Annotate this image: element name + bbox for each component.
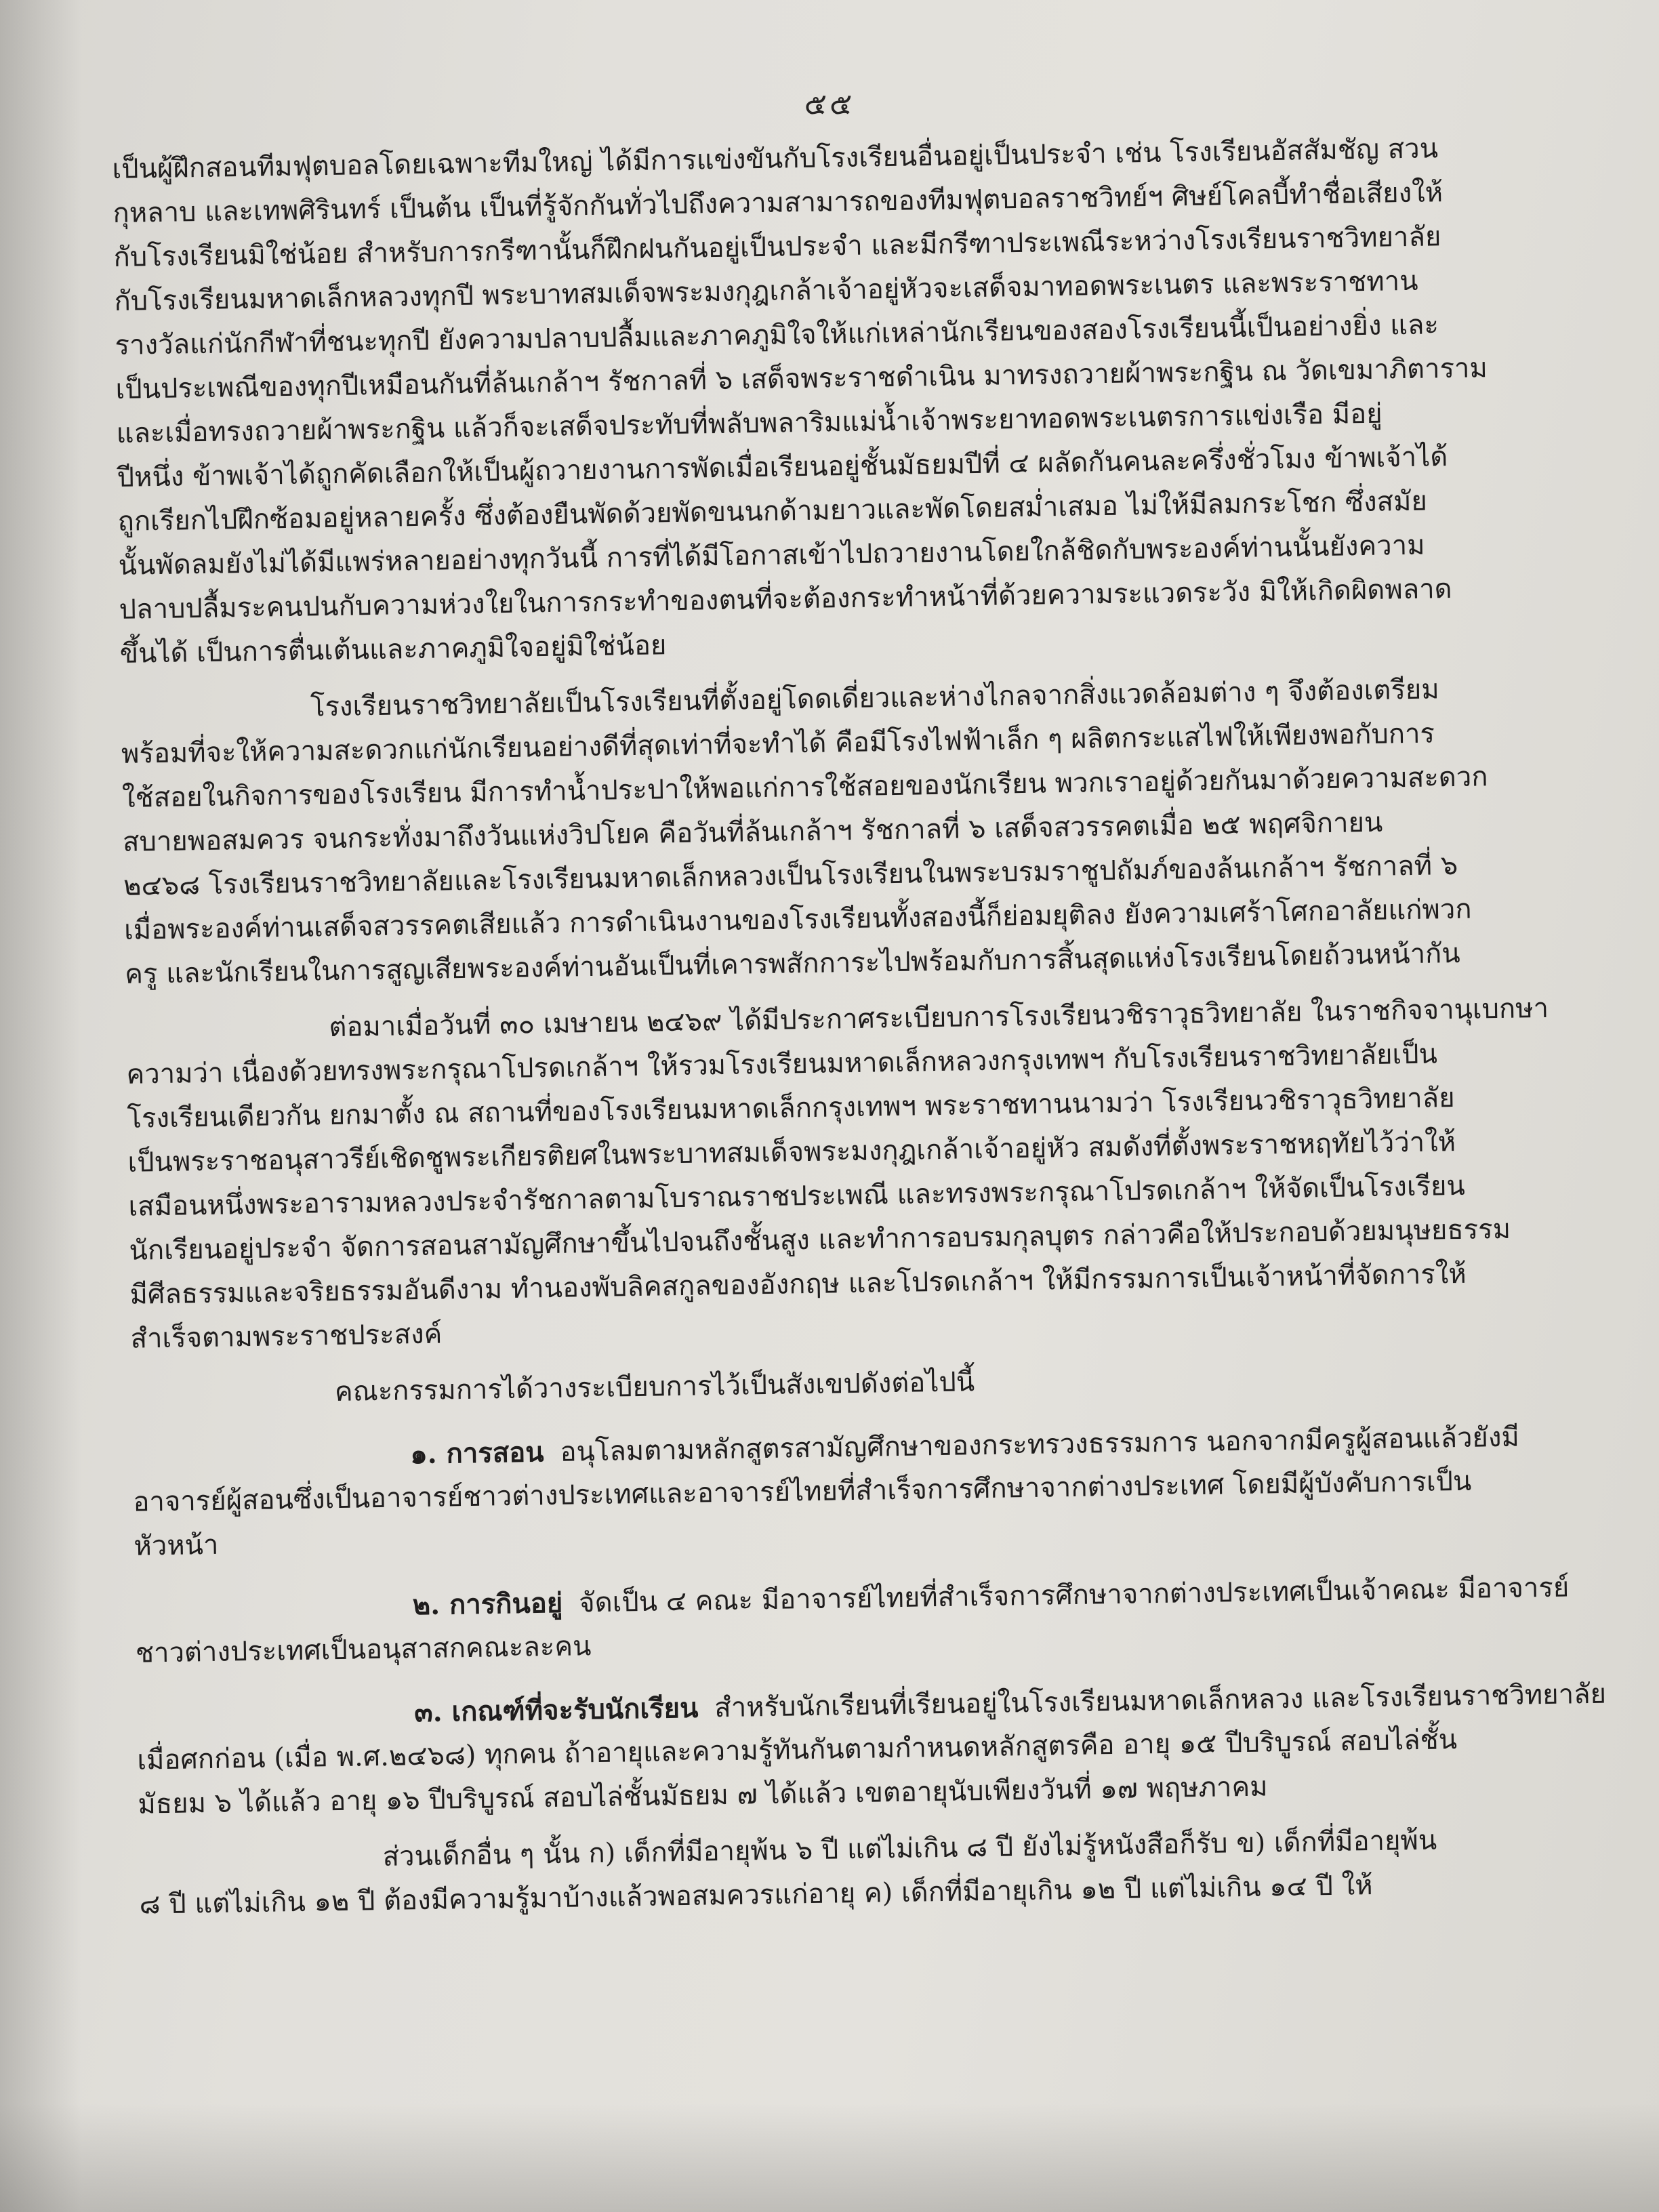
text-line: กับโรงเรียนมหาดเล็กหลวงทุกปี พระบาทสมเด็จพระมงกุฎเกล้าเจ้าอยู่หัวจะเสด็จมาทอดพระเนตร และพระราชทาน xyxy=(114,265,1418,317)
text-line: สบายพอสมควร จนกระทั่งมาถึงวันแห่งวิปโยค คือวันที่ล้นเกล้าฯ รัชกาลที่ ๖ เสด็จสวรรคตเมื่อ ๒๕ พฤศจิกายน xyxy=(122,806,1383,858)
text-line: โรงเรียนเดียวกัน ยกมาตั้ง ณ สถานที่ของโรงเรียนมหาดเล็กกรุงเทพฯ พระราชทานนามว่า โรงเรียนวชิราวุธวิทยาลัย xyxy=(127,1082,1455,1134)
text-line: อาจารย์ผู้สอนซึ่งเป็นอาจารย์ชาวต่างประเทศและอาจารย์ไทยที่สำเร็จการศึกษาจากต่างประเทศ โดยมีผู้บังคับการเป็น xyxy=(133,1465,1472,1518)
paragraph-3 xyxy=(125,988,1549,1361)
text-line: เป็นประเพณีของทุกปีเหมือนกันที่ล้นเกล้าฯ รัชกาลที่ ๖ เสด็จพระราชดำเนิน มาทรงถวายผ้าพระกฐิน ณ วัดเขมาภิตาราม xyxy=(115,352,1488,405)
item-text: สำหรับนักเรียนที่เรียนอยู่ในโรงเรียนมหาดเล็กหลวง และโรงเรียนราชวิทยาลัย xyxy=(714,1678,1607,1724)
item-text: จัดเป็น ๔ คณะ มีอาจารย์ไทยที่สำเร็จการศึกษาจากต่างประเทศเป็นเจ้าคณะ มีอาจารย์ xyxy=(578,1572,1570,1619)
text-line: คณะกรรมการได้วางระเบียบการไว้เป็นสังเขปดังต่อไปนี้ xyxy=(334,1366,975,1408)
text-line: กุหลาบ และเทพศิรินทร์ เป็นต้น เป็นที่รู้จักกันทั่วไปถึงความสามารถของทีมฟุตบอลราชวิทย์ฯ ศิษย์โคลบี้ทำชื่อเสียงให้ xyxy=(112,177,1443,229)
text-line: มัธยม ๖ ได้แล้ว อายุ ๑๖ ปีบริบูรณ์ สอบไล่ชั้นมัธยม ๗ ได้แล้ว เขตอายุนับเพียงวันที่ ๑๗ พฤษภาคม xyxy=(138,1771,1268,1820)
body-text xyxy=(112,127,1607,1927)
text-line: เสมือนหนึ่งพระอารามหลวงประจำรัชกาลตามโบราณราชประเพณี และทรงพระกรุณาโปรดเกล้าฯ ให้จัดเป็นโรงเรียน xyxy=(128,1170,1466,1223)
list-item-admission xyxy=(136,1673,1607,1826)
page-left-shadow xyxy=(0,0,81,2212)
text-line: ปีหนึ่ง ข้าพเจ้าได้ถูกคัดเลือกให้เป็นผู้ถวายงานการพัดเมื่อเรียนอยู่ชั้นมัธยมปีที่ ๔ ผลัดกันคนละครึ่งชั่วโมง ข้าพเจ้าได้ xyxy=(117,441,1448,493)
paragraph-2 xyxy=(121,668,1488,997)
text-line: ใช้สอยในกิจการของโรงเรียน มีการทำน้ำประปาให้พอแก่การใช้สอยของนักเรียน พวกเราอยู่ด้วยกันมาด้วยความสะดวก xyxy=(121,761,1488,814)
text-line: ถูกเรียกไปฝึกซ้อมอยู่หลายครั้ง ซึ่งต้องยืนพัดด้วยพัดขนนกด้ามยาวและพัดโดยสม่ำเสมอ ไม่ให้มีลมกระโชก ซึ่งสมัย xyxy=(117,485,1428,537)
list-item-boarding xyxy=(134,1566,1570,1675)
text-line: นั้นพัดลมยังไม่ได้มีแพร่หลายอย่างทุกวันนี้ การที่ได้มีโอกาสเข้าไปถวายงานโดยใกล้ชิดกับพระองค์ท่านนั้นยังความ xyxy=(118,529,1425,581)
text-line: ๒๔๖๘ โรงเรียนราชวิทยาลัยและโรงเรียนมหาดเล็กหลวงเป็นโรงเรียนในพระบรมราชูปถัมภ์ของล้นเกล้าฯ รัชกาลที่ ๖ xyxy=(123,849,1458,902)
text-line: ความว่า เนื่องด้วยทรงพระกรุณาโปรดเกล้าฯ ให้รวมโรงเรียนมหาดเล็กหลวงกรุงเทพฯ กับโรงเรียนราชวิทยาลัยเป็น xyxy=(126,1038,1438,1090)
text-line: หัวหน้า xyxy=(134,1529,219,1562)
item-text: อนุโลมตามหลักสูตรสามัญศึกษาของกระทรวงธรรมการ นอกจากมีครูผู้สอนแล้วยังมี xyxy=(560,1421,1520,1468)
item-heading: ๒. การกินอยู่ xyxy=(412,1586,563,1622)
text-line: ครู และนักเรียนในการสูญเสียพระองค์ท่านอันเป็นที่เคารพสักการะไปพร้อมกับการสิ้นสุดแห่งโรงเรียนโดยถ้วนหน้ากัน xyxy=(124,937,1461,990)
text-line: มีศีลธรรมและจริยธรรมอันดีงาม ทำนองพับลิคสกูลของอังกฤษ และโปรดเกล้าฯ ให้มีกรรมการเป็นเจ้าหน้าที่จัดการให้ xyxy=(129,1258,1467,1311)
paragraph-4 xyxy=(131,1353,1480,1418)
text-line: ชาวต่างประเทศเป็นอนุสาสกคณะละคน xyxy=(135,1631,592,1669)
text-line: โรงเรียนราชวิทยาลัยเป็นโรงเรียนที่ตั้งอยู่โดดเดี่ยวและห่างไกลจากสิ่งแวดล้อมต่าง ๆ จึงต้องเตรียม xyxy=(310,674,1440,723)
text-line: นักเรียนอยู่ประจำ จัดการสอนสามัญศึกษาขึ้นไปจนถึงชั้นสูง และทำการอบรมกุลบุตร กล่าวคือให้ประกอบด้วยมนุษยธรรม xyxy=(129,1213,1511,1267)
paragraph-closing xyxy=(138,1818,1488,1927)
text-line: รางวัลแก่นักกีฬาที่ชนะทุกปี ยังความปลาบปลื้มและภาคภูมิใจให้แก่เหล่านักเรียนของสองโรงเรียนนี้เป็นอย่างยิ่ง และ xyxy=(115,309,1439,361)
item-heading: ๓. เกณฑ์ที่จะรับนักเรียน xyxy=(413,1692,699,1729)
list-item-teaching xyxy=(132,1416,1520,1569)
text-line: เมื่อพระองค์ท่านเสด็จสวรรคตเสียแล้ว การดำเนินงานของโรงเรียนทั้งสองนี้ก็ย่อมยุติลง ยังความเศร้าโศกอาลัยแก่พวก xyxy=(123,893,1472,946)
paragraph-1 xyxy=(112,127,1488,676)
page-bottom-shadow xyxy=(0,2104,1659,2212)
text-line: เมื่อศกก่อน (เมื่อ พ.ศ.๒๔๖๘) ทุกคน ถ้าอายุและความรู้ทันกันตามกำหนดหลักสูตรคือ อายุ ๑๕ ปีบริบูรณ์ สอบไล่ชั้น xyxy=(137,1724,1458,1776)
text-line: เป็นผู้ฝึกสอนทีมฟุตบอลโดยเฉพาะทีมใหญ่ ได้มีการแข่งขันกับโรงเรียนอื่นอยู่เป็นประจำ เช่น โรงเรียนอัสสัมชัญ สวน xyxy=(112,133,1439,185)
text-line: ต่อมาเมื่อวันที่ ๓๐ เมษายน ๒๔๖๙ ได้มีประกาศระเบียบการโรงเรียนวชิราวุธวิทยาลัย ในราชกิจจานุเบกษา xyxy=(329,992,1549,1044)
text-line: ปลาบปลื้มระคนปนกับความห่วงใยในการกระทำของตนที่จะต้องกระทำหน้าที่ด้วยความระแวดระวัง มิให้เกิดผิดพลาด xyxy=(119,573,1452,626)
text-line: ขึ้นได้ เป็นการตื่นเต้นและภาคภูมิใจอยู่มิใช่น้อย xyxy=(119,630,667,670)
text-line: ส่วนเด็กอื่น ๆ นั้น ก) เด็กที่มีอายุพ้น ๖ ปี แต่ไม่เกิน ๘ ปี ยังไม่รู้หนังสือก็รับ ข) เด็กที่มีอายุพ้น xyxy=(382,1824,1437,1873)
text-line: พร้อมที่จะให้ความสะดวกแก่นักเรียนอย่างดีที่สุดเท่าที่จะทำได้ คือมีโรงไฟฟ้าเล็ก ๆ ผลิตกระแสไฟให้เพียงพอกับการ xyxy=(121,718,1435,770)
text-line: กับโรงเรียนมิใช่น้อย สำหรับการกรีฑานั้นก็ฝึกฝนกันอยู่เป็นประจำ และมีกรีฑาประเพณีระหว่างโรงเรียนราชวิทยาลัย xyxy=(113,221,1441,273)
item-heading: ๑. การสอน xyxy=(409,1436,544,1471)
text-line: ๘ ปี แต่ไม่เกิน ๑๒ ปี ต้องมีความรู้มาบ้างแล้วพอสมควรแก่อายุ ค) เด็กที่มีอายุเกิน ๑๒ ปี แต่ไม่เกิน ๑๔ ปี ให้ xyxy=(139,1870,1373,1921)
text-line: สำเร็จตามพระราชประสงค์ xyxy=(130,1318,443,1355)
text-line: และเมื่อทรงถวายผ้าพระกฐิน แล้วก็จะเสด็จประทับที่พลับพลาริมแม่น้ำเจ้าพระยาทอดพระเนตรการแข่งเรือ มีอยู่ xyxy=(116,398,1382,449)
page-number: ๕๕ xyxy=(804,87,855,121)
text-line: เป็นพระราชอนุสาวรีย์เชิดชูพระเกียรติยศในพระบาทสมเด็จพระมงกุฎเกล้าเจ้าอยู่หัว สมดังที่ตั้งพระราชหฤทัยไว้ว่าให้ xyxy=(127,1126,1456,1179)
